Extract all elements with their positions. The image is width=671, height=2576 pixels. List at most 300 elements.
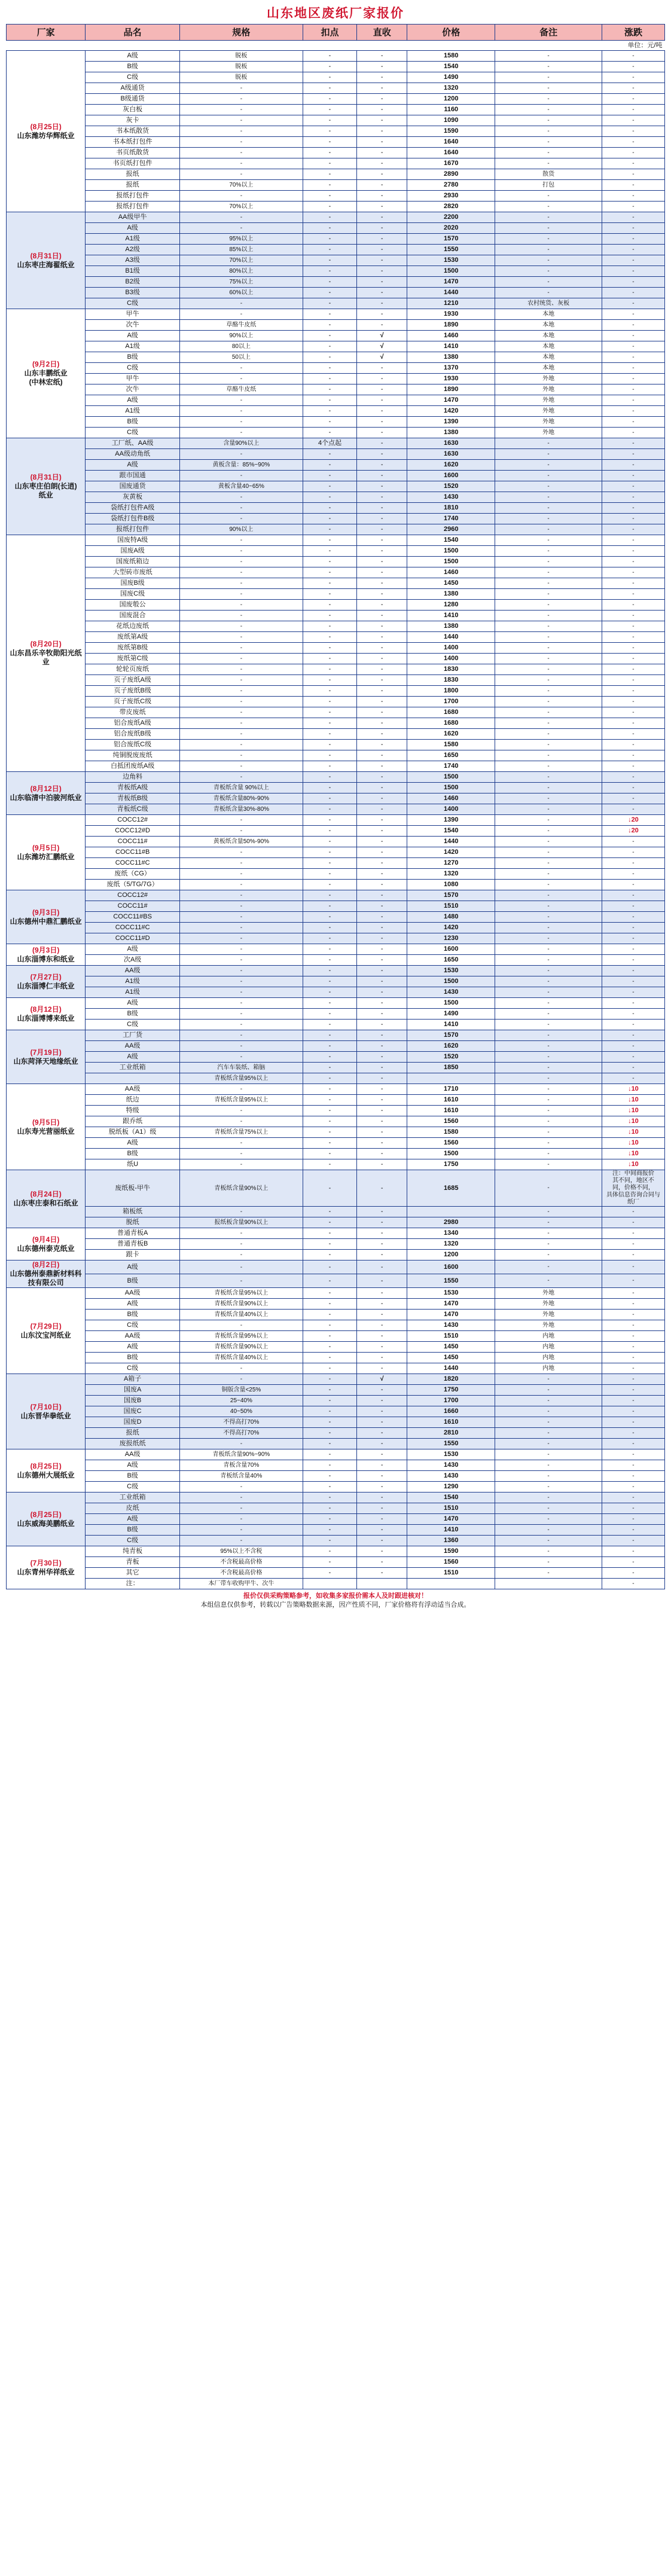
direct-value: -	[357, 1385, 407, 1396]
product-spec: -	[179, 944, 303, 955]
table-row	[7, 1063, 665, 1073]
price-value: 1800	[407, 686, 495, 697]
product-spec: -	[179, 137, 303, 148]
note-value: -	[495, 1471, 602, 1482]
deduct-value: -	[303, 191, 356, 202]
note-value: -	[495, 1536, 602, 1546]
note-value: -	[495, 621, 602, 632]
product-spec: 脱板	[179, 51, 303, 62]
product-name: B级	[86, 352, 180, 363]
direct-value: -	[357, 589, 407, 600]
direct-value: -	[357, 1514, 407, 1525]
note-value: -	[495, 1084, 602, 1095]
firm-name: 山东青州华祥纸业	[17, 1567, 75, 1576]
change-value: -	[602, 783, 664, 793]
product-name: 国废C	[86, 1406, 180, 1417]
firm-date: (8月2日)	[32, 1260, 60, 1269]
firm-date: (8月12日)	[30, 784, 62, 793]
product-spec: -	[179, 1106, 303, 1116]
change-value: -	[602, 987, 664, 998]
product-name: COCC11#	[86, 837, 180, 847]
deduct-value: -	[303, 492, 356, 503]
direct-value: -	[357, 901, 407, 912]
change-value: -	[602, 847, 664, 858]
change-value: -	[602, 718, 664, 729]
price-value: 1380	[407, 428, 495, 438]
note-value: 外地	[495, 1288, 602, 1299]
table-row	[7, 406, 665, 417]
table-row	[7, 976, 665, 987]
deduct-value: -	[303, 1525, 356, 1536]
price-value: 1810	[407, 503, 495, 514]
price-value: 1520	[407, 481, 495, 492]
direct-value: -	[357, 815, 407, 826]
price-value: 1160	[407, 105, 495, 115]
deduct-value: -	[303, 858, 356, 869]
direct-value: -	[357, 1138, 407, 1149]
product-spec: 60%以上	[179, 288, 303, 298]
table-row	[7, 1525, 665, 1536]
note-value: -	[495, 998, 602, 1009]
note-value: -	[495, 1417, 602, 1428]
table-row	[7, 837, 665, 847]
product-spec: -	[179, 535, 303, 546]
change-value: -	[602, 697, 664, 707]
deduct-value: -	[303, 1260, 356, 1274]
change-value: -	[602, 1546, 664, 1557]
note-value: -	[495, 62, 602, 72]
price-value: 1550	[407, 245, 495, 255]
change-value: -	[602, 1320, 664, 1331]
change-value: -	[602, 793, 664, 804]
table-row	[7, 363, 665, 374]
table-row	[7, 524, 665, 535]
footer-line-1: 报价仅供采购策略参考，如收集多家报价需本人及时跟进核对！	[243, 1592, 428, 1600]
price-value: 1600	[407, 471, 495, 481]
product-name: COCC11#C	[86, 923, 180, 933]
firm-name: 山东德州泰鼎新材料科技有限公司	[10, 1269, 82, 1287]
product-spec: 青板纸含量40%	[179, 1471, 303, 1482]
price-value: 1570	[407, 890, 495, 901]
product-spec: -	[179, 395, 303, 406]
product-name: 纸边	[86, 1095, 180, 1106]
note-value: -	[495, 793, 602, 804]
product-spec: -	[179, 94, 303, 105]
table-row	[7, 1299, 665, 1310]
product-spec: 青板纸含量80%-90%	[179, 793, 303, 804]
note-value: -	[495, 1207, 602, 1217]
price-value: 2020	[407, 223, 495, 234]
product-name: 普通青板B	[86, 1239, 180, 1250]
deduct-value: -	[303, 137, 356, 148]
firm-date: (7月27日)	[30, 972, 62, 981]
table-row	[7, 966, 665, 976]
deduct-value: -	[303, 1310, 356, 1320]
product-spec: -	[179, 417, 303, 428]
note-value: -	[495, 202, 602, 212]
note-value: -	[495, 524, 602, 535]
product-name: B级	[86, 1353, 180, 1363]
product-spec: -	[179, 212, 303, 223]
deduct-value: -	[303, 1073, 356, 1084]
deduct-value: -	[303, 793, 356, 804]
price-value: 1740	[407, 514, 495, 524]
product-spec: 50以上	[179, 352, 303, 363]
table-row	[7, 890, 665, 901]
direct-value: -	[357, 567, 407, 578]
price-value: 2890	[407, 169, 495, 180]
product-spec: -	[179, 374, 303, 384]
product-name: 报纸	[86, 169, 180, 180]
deduct-value: -	[303, 1471, 356, 1482]
note-value: -	[495, 266, 602, 277]
product-spec: 75%以上	[179, 277, 303, 288]
direct-value: -	[357, 976, 407, 987]
firm-cell	[7, 1228, 86, 1260]
direct-value: -	[357, 223, 407, 234]
direct-value: -	[357, 158, 407, 169]
note-value: -	[495, 1525, 602, 1536]
product-spec: 90%以上	[179, 524, 303, 535]
product-spec: -	[179, 923, 303, 933]
change-value: -	[602, 632, 664, 643]
product-name: 工业纸箱	[86, 1063, 180, 1073]
product-name: B级	[86, 1310, 180, 1320]
product-name: COCC12#D	[86, 826, 180, 837]
deduct-value: -	[303, 1353, 356, 1363]
firm-name: 山东淄博东和纸业	[17, 954, 75, 963]
firm-name: 山东临清中泊骏河纸业	[10, 793, 82, 802]
change-value: -	[602, 417, 664, 428]
table-row	[7, 675, 665, 686]
direct-value: -	[357, 1063, 407, 1073]
change-value: -	[602, 105, 664, 115]
table-row	[7, 740, 665, 750]
change-value: ↓10	[602, 1138, 664, 1149]
deduct-value: -	[303, 1274, 356, 1288]
note-value: -	[495, 1557, 602, 1568]
product-name: 书页纸散货	[86, 148, 180, 158]
product-name: 带皮废纸	[86, 707, 180, 718]
note-value: -	[495, 815, 602, 826]
note-value: -	[495, 675, 602, 686]
product-spec: 草酪牛皮纸	[179, 320, 303, 331]
product-name: 白抵团废纸A级	[86, 761, 180, 772]
deduct-value: -	[303, 1546, 356, 1557]
firm-name: 山东淄博博来纸业	[17, 1014, 75, 1023]
product-spec: 95%以上不含税	[179, 1546, 303, 1557]
table-row	[7, 783, 665, 793]
change-value: -	[602, 212, 664, 223]
product-name: 国废A	[86, 1385, 180, 1396]
direct-value: -	[357, 933, 407, 944]
table-row	[7, 1493, 665, 1503]
price-value: 1500	[407, 976, 495, 987]
product-name: 脱纸	[86, 1217, 180, 1228]
product-spec: -	[179, 998, 303, 1009]
deduct-value: -	[303, 94, 356, 105]
table-row	[7, 288, 665, 298]
price-value: 1490	[407, 1009, 495, 1020]
product-name: A级	[86, 1299, 180, 1310]
product-name: 铝合废纸C级	[86, 740, 180, 750]
price-value: 1390	[407, 815, 495, 826]
product-spec: 青板纸含量40%以上	[179, 1310, 303, 1320]
note-value: -	[495, 83, 602, 94]
col-deduct: 扣点	[303, 25, 356, 41]
direct-value: -	[357, 1353, 407, 1363]
table-row	[7, 202, 665, 212]
deduct-value: -	[303, 169, 356, 180]
deduct-value: -	[303, 363, 356, 374]
table-row	[7, 880, 665, 890]
product-name: 袋纸打包件B级	[86, 514, 180, 524]
product-name: A级	[86, 1052, 180, 1063]
product-spec: 不得高打70%	[179, 1417, 303, 1428]
change-value: -	[602, 158, 664, 169]
firm-cell	[7, 944, 86, 966]
change-value: -	[602, 1310, 664, 1320]
table-row	[7, 1579, 665, 1589]
table-row	[7, 460, 665, 471]
product-spec: -	[179, 1250, 303, 1260]
note-value: -	[495, 987, 602, 998]
direct-value: √	[357, 352, 407, 363]
table-row	[7, 869, 665, 880]
table-row	[7, 105, 665, 115]
price-value: 1470	[407, 1299, 495, 1310]
product-spec: -	[179, 105, 303, 115]
table-row	[7, 1288, 665, 1299]
note-value: -	[495, 1041, 602, 1052]
change-value: -	[602, 191, 664, 202]
price-value: 1380	[407, 589, 495, 600]
note-value: -	[495, 492, 602, 503]
product-name: 甲牛	[86, 374, 180, 384]
product-spec: 青板纸含量90%以上	[179, 1342, 303, 1353]
direct-value: -	[357, 1127, 407, 1138]
direct-value: -	[357, 72, 407, 83]
firm-name: 山东枣庄伯朗(长逍) 纸业	[14, 482, 77, 499]
price-value	[407, 1073, 495, 1084]
price-value: 1560	[407, 1138, 495, 1149]
product-spec: -	[179, 772, 303, 783]
firm-date: (9月3日)	[32, 908, 60, 917]
table-row	[7, 471, 665, 481]
note-value: -	[495, 1546, 602, 1557]
firm-date: (7月10日)	[30, 1402, 62, 1411]
change-value: -	[602, 1250, 664, 1260]
direct-value: -	[357, 761, 407, 772]
change-value: -	[602, 126, 664, 137]
direct-value: -	[357, 94, 407, 105]
price-value: 1560	[407, 1116, 495, 1127]
deduct-value: -	[303, 524, 356, 535]
product-spec: -	[179, 309, 303, 320]
change-value: -	[602, 535, 664, 546]
change-value: -	[602, 880, 664, 890]
table-row	[7, 1030, 665, 1041]
deduct-value: 4个点起	[303, 438, 356, 449]
price-value: 1550	[407, 1274, 495, 1288]
product-spec: -	[179, 1009, 303, 1020]
note-value: -	[495, 1396, 602, 1406]
change-value: -	[602, 589, 664, 600]
direct-value: -	[357, 62, 407, 72]
deduct-value: -	[303, 83, 356, 94]
direct-value: -	[357, 1449, 407, 1460]
table-row	[7, 535, 665, 546]
table-row	[7, 1073, 665, 1084]
price-value: 1470	[407, 277, 495, 288]
table-row	[7, 1250, 665, 1260]
firm-name: 山东淄博仁丰纸业	[17, 981, 75, 990]
price-value: 1580	[407, 1127, 495, 1138]
change-value: -	[602, 557, 664, 567]
table-row	[7, 600, 665, 611]
note-value: 农村统货、灰板	[495, 298, 602, 309]
price-value: 1530	[407, 1449, 495, 1460]
change-value: -	[602, 998, 664, 1009]
deduct-value: -	[303, 955, 356, 966]
note-value: -	[495, 1149, 602, 1159]
direct-value: -	[357, 869, 407, 880]
table-row	[7, 1406, 665, 1417]
product-spec: -	[179, 976, 303, 987]
product-spec: -	[179, 933, 303, 944]
firm-name: 山东德州泰克纸业	[17, 1244, 75, 1253]
deduct-value: -	[303, 180, 356, 191]
price-value: 1650	[407, 750, 495, 761]
deduct-value: -	[303, 1428, 356, 1439]
change-value: -	[602, 933, 664, 944]
deduct-value: -	[303, 718, 356, 729]
price-value: 1610	[407, 1095, 495, 1106]
table-row	[7, 1331, 665, 1342]
change-value: -	[602, 1460, 664, 1471]
product-spec: -	[179, 126, 303, 137]
price-value: 1320	[407, 83, 495, 94]
change-value: -	[602, 1052, 664, 1063]
table-row	[7, 180, 665, 191]
table-row	[7, 1482, 665, 1493]
note-value: -	[495, 158, 602, 169]
change-value: -	[602, 1009, 664, 1020]
firm-date: (7月29日)	[30, 1321, 62, 1330]
product-name: 花纸边废纸	[86, 621, 180, 632]
table-row	[7, 83, 665, 94]
deduct-value: -	[303, 1568, 356, 1579]
table-row	[7, 1149, 665, 1159]
product-name: B1级	[86, 266, 180, 277]
product-spec: -	[179, 363, 303, 374]
deduct-value: -	[303, 632, 356, 643]
product-spec: -	[179, 740, 303, 750]
deduct-value: -	[303, 1342, 356, 1353]
direct-value: -	[357, 514, 407, 524]
change-value: -	[602, 428, 664, 438]
note-value: -	[495, 761, 602, 772]
deduct-value: -	[303, 1363, 356, 1374]
change-value: -	[602, 1260, 664, 1274]
change-value: -	[602, 341, 664, 352]
product-spec: -	[179, 632, 303, 643]
deduct-value: -	[303, 115, 356, 126]
note-value: -	[495, 783, 602, 793]
price-value: 1630	[407, 449, 495, 460]
price-value: 1420	[407, 406, 495, 417]
change-value: -	[602, 288, 664, 298]
product-name: 特级	[86, 1106, 180, 1116]
note-value: 外地	[495, 417, 602, 428]
direct-value: √	[357, 1374, 407, 1385]
price-value: 1510	[407, 1568, 495, 1579]
direct-value: -	[357, 826, 407, 837]
product-name: 书页纸打包件	[86, 158, 180, 169]
table-row	[7, 191, 665, 202]
direct-value: √	[357, 331, 407, 341]
firm-name: 山东汶宝河纸业	[20, 1330, 71, 1339]
firm-date: (8月24日)	[30, 1190, 62, 1198]
note-value: 内地	[495, 1331, 602, 1342]
table-row	[7, 1170, 665, 1207]
product-name: 次牛	[86, 320, 180, 331]
direct-value: -	[357, 460, 407, 471]
firm-cell	[7, 1030, 86, 1084]
table-row	[7, 1260, 665, 1274]
product-name: 注：	[86, 1579, 180, 1589]
col-note: 备注	[495, 25, 602, 41]
price-value: 1210	[407, 298, 495, 309]
change-value: ↓10	[602, 1159, 664, 1170]
deduct-value: -	[303, 847, 356, 858]
price-value: 1640	[407, 137, 495, 148]
price-value: 1270	[407, 858, 495, 869]
firm-date: (9月5日)	[32, 1118, 60, 1127]
deduct-value: -	[303, 1170, 356, 1207]
product-spec: 汽车车装纸、箱脑	[179, 1063, 303, 1073]
note-value: 外地	[495, 1310, 602, 1320]
direct-value: -	[357, 783, 407, 793]
deduct-value: -	[303, 1536, 356, 1546]
note-value: -	[495, 740, 602, 750]
product-name: 纯青板	[86, 1546, 180, 1557]
direct-value: -	[357, 923, 407, 933]
note-value: -	[495, 72, 602, 83]
table-row	[7, 320, 665, 331]
table-row	[7, 1239, 665, 1250]
change-value: -	[602, 837, 664, 847]
price-value: 2810	[407, 1428, 495, 1439]
price-value: 1540	[407, 535, 495, 546]
direct-value: -	[357, 471, 407, 481]
change-value: -	[602, 858, 664, 869]
direct-value: -	[357, 557, 407, 567]
price-value: 1410	[407, 611, 495, 621]
direct-value: -	[357, 1525, 407, 1536]
product-name: A级	[86, 223, 180, 234]
note-value: -	[495, 1439, 602, 1449]
product-spec: -	[179, 115, 303, 126]
price-value: 1480	[407, 912, 495, 923]
product-spec: 草酪牛皮纸	[179, 384, 303, 395]
change-value: -	[602, 309, 664, 320]
price-value	[407, 1579, 495, 1589]
deduct-value: -	[303, 837, 356, 847]
deduct-value: -	[303, 578, 356, 589]
note-value: -	[495, 729, 602, 740]
table-row	[7, 546, 665, 557]
